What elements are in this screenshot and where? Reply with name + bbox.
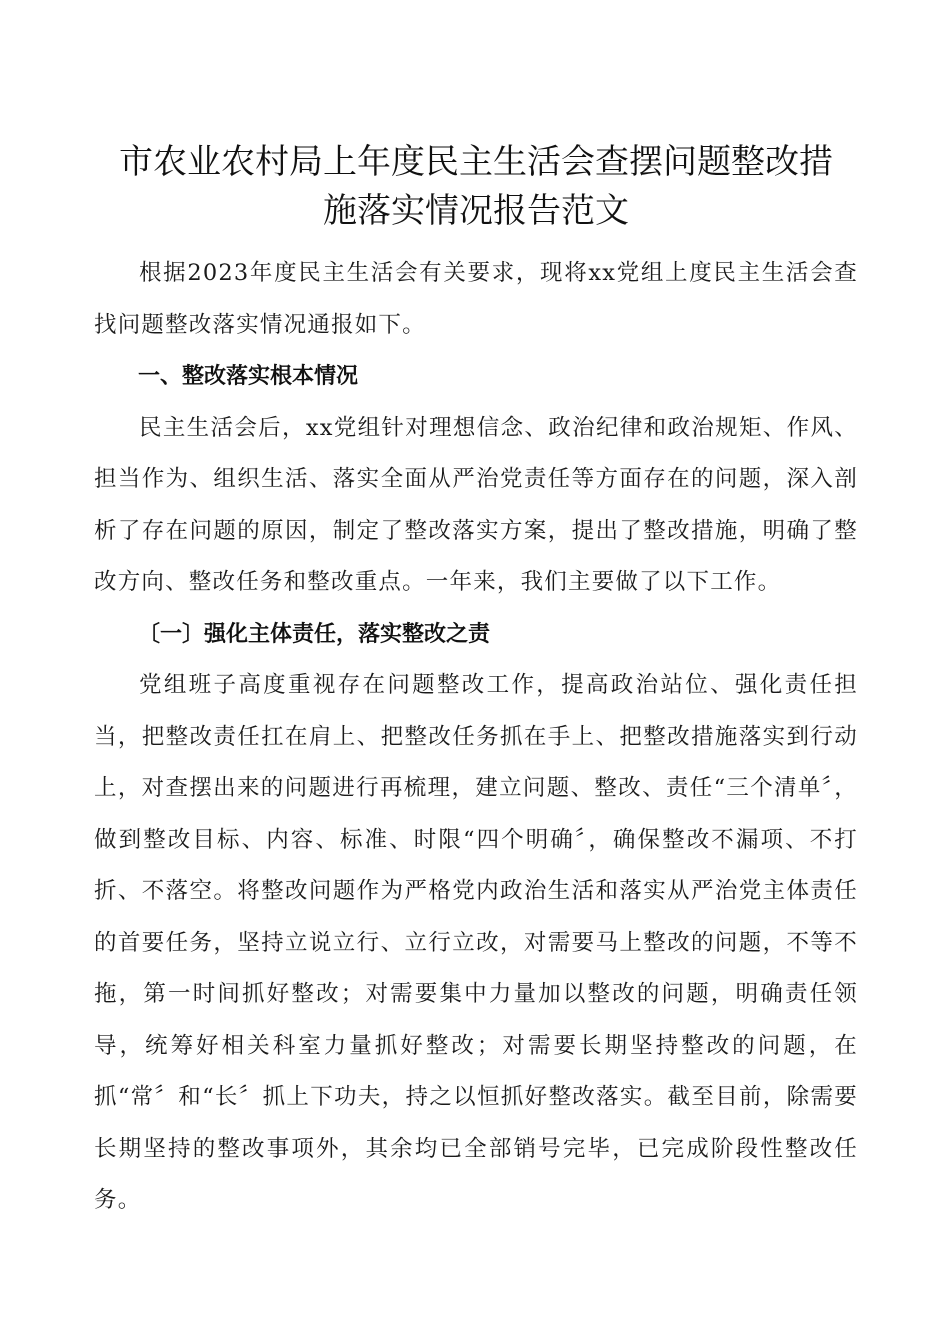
title-line-2: 施落实情况报告范文 <box>323 191 629 231</box>
section-1-heading: 一、整改落实根本情况 <box>138 364 359 389</box>
document-title <box>94 138 858 236</box>
subsection-1-heading: 〔一〕强化主体责任，落实整改之责 <box>138 621 491 647</box>
section-1-paragraph: 民主生活会后，xx党组针对理想信念、政治纪律和政治规矩、作风、担当作为、组织生活、落实全面从严治党责任等方面存在的问题，深入剖析了存在问题的原因，制定了整改落实方案，提出了整改措施，明确了整改方向、整改任务和整改重点。一年来，我们主要做了以下工作。 <box>94 414 858 595</box>
subsection-1-paragraph: 党组班子高度重视存在问题整改工作，提高政治站位、强化责任担当，把整改责任扛在肩上、把整改任务抓在手上、把整改措施落实到行动上，对查摆出来的问题进行再梳理，建立问题、整改、责任“三个清单〞，做到整改目标、内容、标准、时限“四个明确〞，确保整改不漏项、不打折、不落空。将整改问题作为严格党内政治生活和落实从严治党主体责任的首要任务，坚持立说立行、立行立改，对需要马上整改的问题，不等不拖，第一时间抓好整改；对需要集中力量加以整改的问题，明确责任领导，统筹好相关科室力量抓好整改；对需要长期坚持整改的问题，在抓“常〞和“长〞抓上下功夫，持之以恒抓好整改落实。截至目前，除需要长期坚持的整改事项外，其余均已全部销号完毕，已完成阶段性整改任务。 <box>94 672 858 1213</box>
document-page <box>94 138 858 1227</box>
title-line-1: 市农业农村局上年度民主生活会查摆问题整改措 <box>119 142 833 182</box>
intro-paragraph: 根据2023年度民主生活会有关要求，现将xx党组上度民主生活会查找问题整改落实情况通报如下。 <box>94 260 858 338</box>
